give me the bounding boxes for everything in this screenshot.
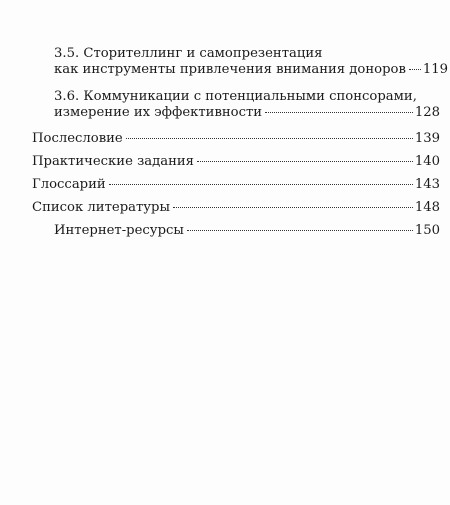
toc-entry-title: Глоссарий (32, 177, 106, 192)
table-of-contents (32, 46, 449, 239)
dot-leader (409, 69, 421, 70)
toc-entry-title-line: 3.5. Сторителлинг и самопрезентация (54, 46, 323, 61)
toc-entry-title: Список литературы (32, 200, 170, 215)
toc-entry-title-line: измерение их эффективности (54, 105, 263, 120)
toc-entry-internet-resources[interactable] (32, 223, 440, 239)
toc-page-number: 139 (414, 131, 440, 146)
toc-entry-title: Практические задания (32, 154, 195, 169)
toc-entry-title: Послесловие (32, 131, 123, 146)
toc-page-number: 150 (414, 223, 440, 238)
toc-entry-title-line: 3.6. Коммуникации с потенциальными спонсорами, (54, 89, 417, 104)
dot-leader (187, 230, 413, 231)
toc-page-number: 140 (414, 154, 440, 169)
dot-leader (109, 184, 413, 185)
toc-entry-3-6[interactable] (32, 89, 440, 121)
dot-leader (173, 207, 413, 208)
dot-leader (265, 112, 413, 113)
toc-entry-glossary[interactable] (32, 177, 440, 193)
toc-page-number: 119 (422, 62, 449, 77)
dot-leader (197, 161, 413, 162)
toc-entry-references[interactable] (32, 200, 440, 216)
toc-entry-title: Интернет-ресурсы (54, 223, 184, 238)
toc-entry-practical-tasks[interactable] (32, 154, 440, 170)
toc-page-number: 143 (414, 177, 440, 192)
toc-entry-afterword[interactable] (32, 131, 440, 147)
toc-entry-3-5[interactable] (32, 46, 449, 78)
toc-page-number: 128 (414, 105, 440, 120)
dot-leader (126, 138, 413, 139)
toc-entry-title-line: как инструменты привлечения внимания доноров (54, 62, 406, 77)
toc-page-number: 148 (414, 200, 440, 215)
